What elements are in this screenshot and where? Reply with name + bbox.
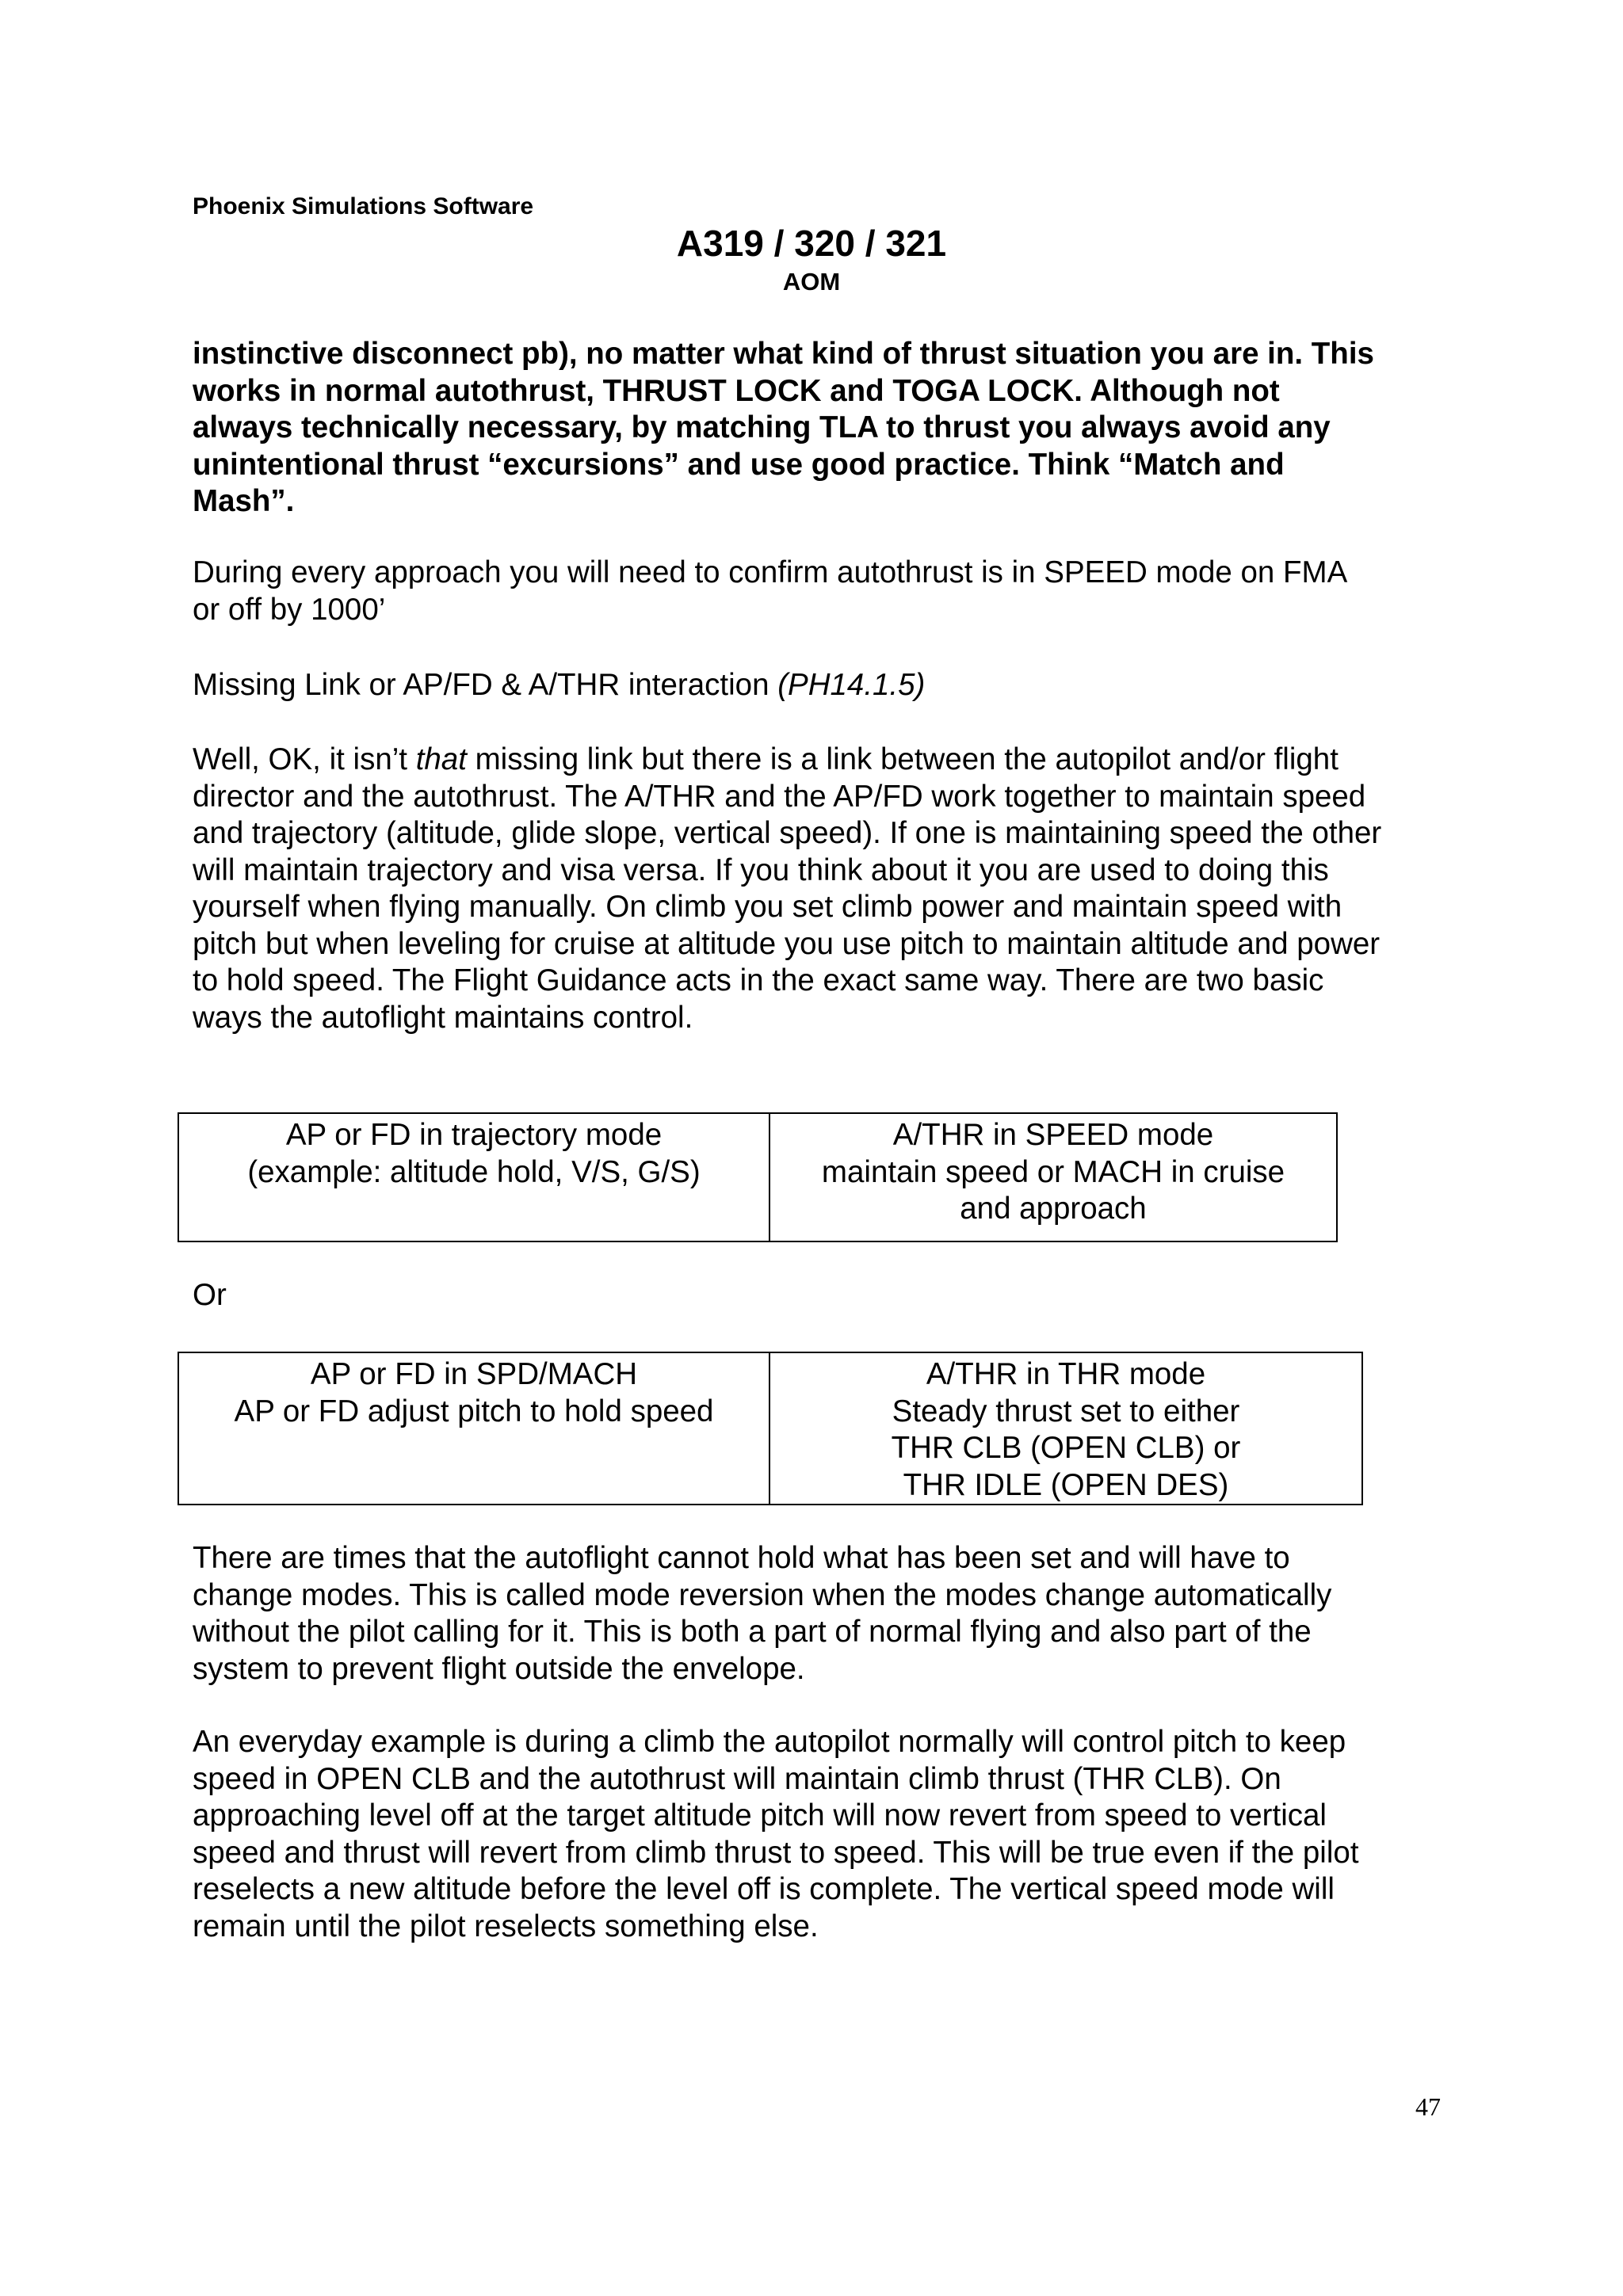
section-reference: (PH14.1.5) [777, 668, 926, 702]
text-line [193, 742, 1461, 779]
text-line: system to prevent flight outside the envelope. [193, 1651, 805, 1686]
text-line [193, 667, 1461, 704]
approach-paragraph [193, 555, 1461, 628]
text-line: instinctive disconnect pb), no matter what kind of thrust situation you are in. This [193, 337, 1374, 371]
document-subtitle: AOM [782, 268, 841, 296]
bold-paragraph [193, 336, 1461, 521]
table-cell-ap-fd [178, 1113, 769, 1241]
table-cell-athr [769, 1352, 1362, 1505]
text-line: without the pilot calling for it. This is both a part of normal flying and also part of the [193, 1615, 1312, 1649]
table-row [178, 1113, 1337, 1241]
text-line: unintentional thrust “excursions” and use good practice. Think “Match and [193, 447, 1285, 482]
cell-line: A/THR in SPEED mode [892, 1118, 1214, 1152]
cell-line: THR CLB (OPEN CLB) or [891, 1431, 1241, 1465]
trajectory-speed-table [178, 1112, 1338, 1242]
document-title: A319 / 320 / 321 [676, 223, 947, 264]
spd-thr-table [178, 1352, 1363, 1505]
text-line: and trajectory (altitude, glide slope, vertical speed). If one is maintaining speed the other [193, 816, 1382, 850]
text-line: or off by 1000’ [193, 592, 386, 627]
text-fragment: Well, OK, it isn’t [193, 742, 416, 776]
text-line: will maintain trajectory and visa versa. If you think about it you are used to doing this [193, 852, 1329, 887]
text-line: speed and thrust will revert from climb thrust to speed. This will be true even if the pilot [193, 1835, 1359, 1870]
missing-link-paragraph [193, 742, 1461, 1036]
example-paragraph [193, 1724, 1461, 1945]
cell-line: Steady thrust set to either [892, 1394, 1240, 1428]
text-line: change modes. This is called mode reversion when the modes change automatically [193, 1577, 1332, 1612]
company-name: Phoenix Simulations Software [193, 193, 534, 219]
text-line: Mash”. [193, 484, 295, 518]
text-line: director and the autothrust. The A/THR and the AP/FD work together to maintain speed [193, 779, 1366, 814]
text-line: pitch but when leveling for cruise at altitude you use pitch to maintain altitude and power [193, 926, 1381, 961]
text-line: An everyday example is during a climb the autopilot normally will control pitch to keep [193, 1725, 1346, 1759]
page-number: 47 [1415, 2092, 1441, 2121]
text-line: reselects a new altitude before the level off is complete. The vertical speed mode will [193, 1872, 1335, 1906]
text-line: works in normal autothrust, THRUST LOCK and TOGA LOCK. Although not [193, 373, 1280, 408]
section-heading [193, 667, 1461, 704]
text-line: During every approach you will need to confirm autothrust is in SPEED mode on FMA [193, 555, 1348, 589]
text-line: There are times that the autoflight cannot hold what has been set and will have to [193, 1541, 1290, 1575]
cell-line: AP or FD adjust pitch to hold speed [234, 1394, 714, 1428]
table-row [178, 1352, 1362, 1505]
cell-line: A/THR in THR mode [926, 1357, 1206, 1391]
text-line: ways the autoflight maintains control. [193, 1000, 693, 1035]
mode-reversion-paragraph [193, 1540, 1461, 1688]
cell-line: AP or FD in trajectory mode [285, 1118, 663, 1152]
emphasis-text: that [415, 742, 467, 776]
text-line: remain until the pilot reselects something else. [193, 1909, 819, 1943]
table-cell-ap-fd [178, 1352, 769, 1505]
cell-line: (example: altitude hold, V/S, G/S) [247, 1154, 701, 1189]
table-cell-athr [769, 1113, 1337, 1241]
cell-line: THR IDLE (OPEN DES) [903, 1467, 1229, 1502]
cell-line: and approach [960, 1192, 1147, 1226]
text-fragment: missing link but there is a link between the autopilot and/or flight [466, 742, 1338, 776]
text-line: approaching level off at the target altitude pitch will now revert from speed to vertical [193, 1798, 1327, 1833]
text-line: to hold speed. The Flight Guidance acts in the exact same way. There are two basic [193, 963, 1324, 997]
or-text: Or [193, 1278, 227, 1312]
cell-line: maintain speed or MACH in cruise [821, 1154, 1285, 1189]
text-line: always technically necessary, by matching TLA to thrust you always avoid any [193, 410, 1331, 444]
cell-line: AP or FD in SPD/MACH [310, 1357, 638, 1391]
section-heading-text: Missing Link or AP/FD & A/THR interaction [193, 668, 778, 702]
text-line: yourself when flying manually. On climb you set climb power and maintain speed with [193, 890, 1342, 924]
text-line: speed in OPEN CLB and the autothrust will maintain climb thrust (THR CLB). On [193, 1761, 1281, 1796]
